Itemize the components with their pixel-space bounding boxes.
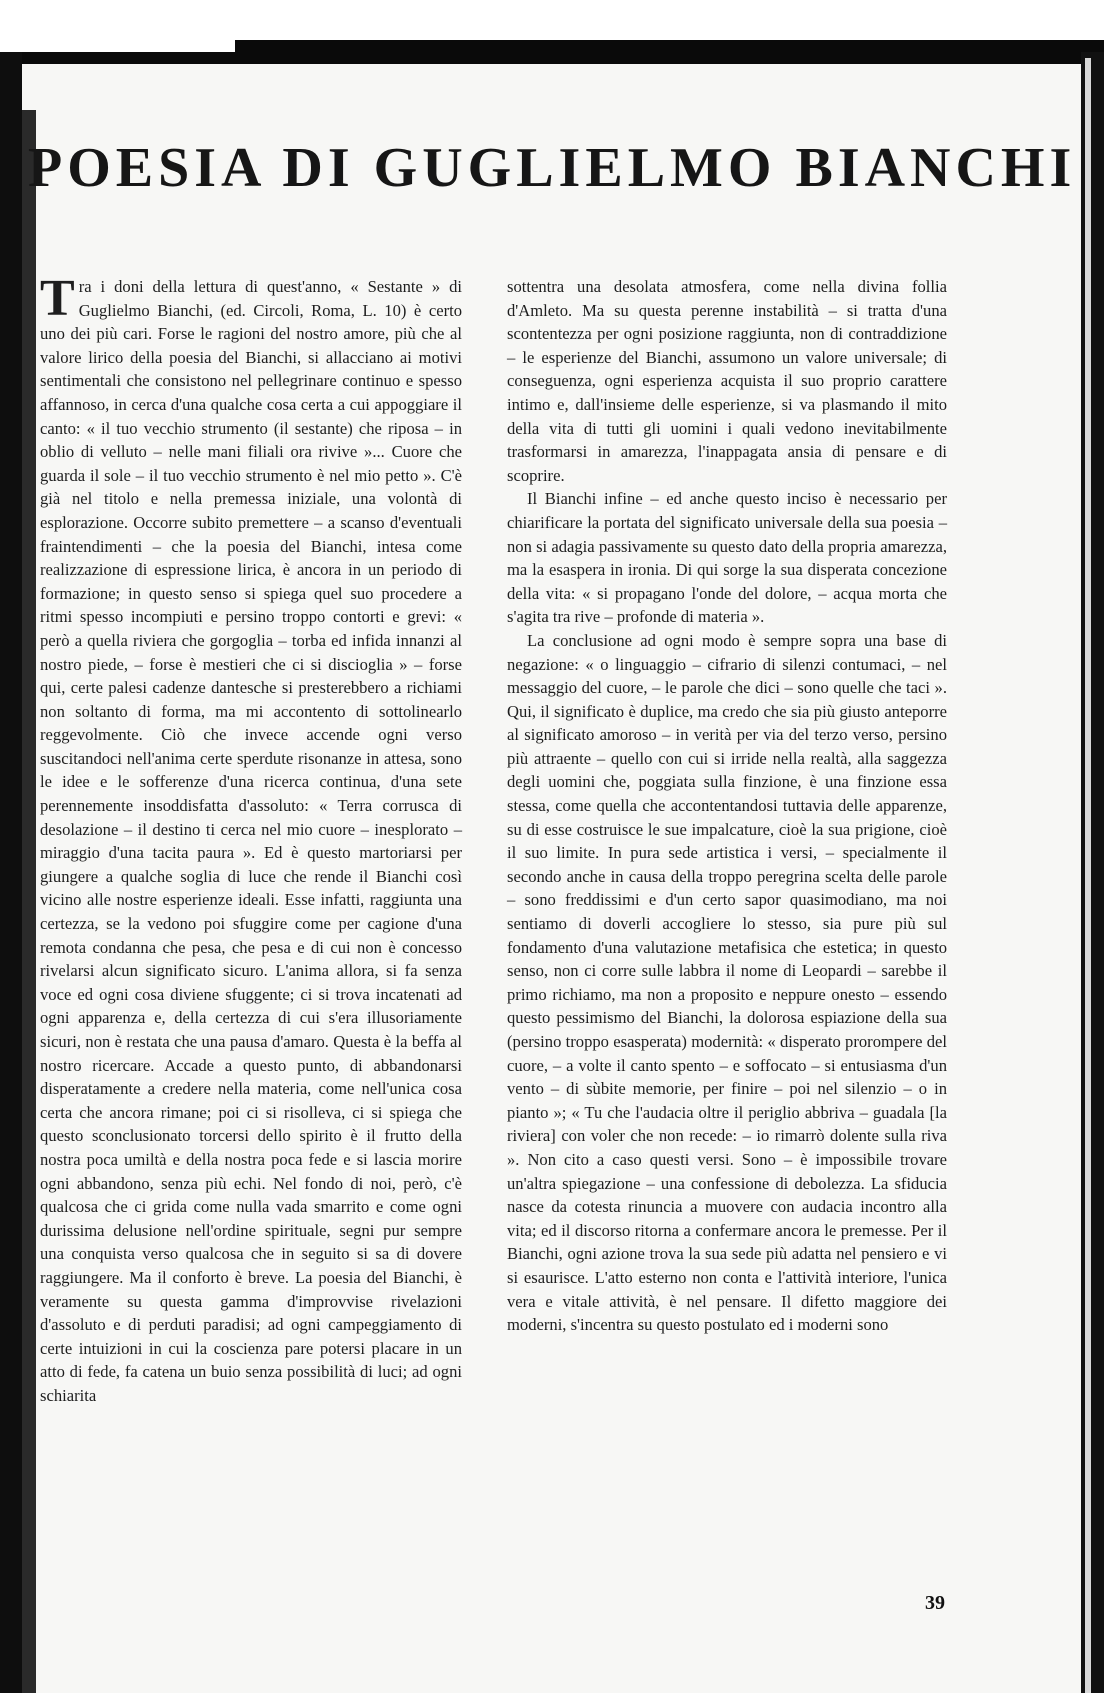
left-column: [40, 270, 462, 1408]
scan-page-edge-right: [1085, 58, 1091, 1693]
right-paragraph-3: La conclusione ad ogni modo è sempre sopra una base di negazione: « o linguaggio – cifrario di silenzi contumaci, – nel messaggio del cuore, – le parole che dici – sono quelle che taci ». Qui, il significato è duplice, ma credo che sia più giusto anteporre al significato amoroso – in verità per via del terzo verso, persino più attraente – quello con cui si irride nella realtà, alla saggezza degli uomini che, poggiata sulla finzione, è una finzione essa stessa, come quella che accontentandosi tuttavia delle apparenze, su di esse costruisce le sue impalcature, cioè la sua prigione, cioè il suo limite. In pura sede artistica i versi, – specialmente il secondo anche in causa della troppo peregrina scelta delle parole – sono freddissimi e d'un certo sapor quasimodiano, ma noi sentiamo di doverli accogliere lo stesso, sia pure più sul fondamento d'una valutazione metafisica che estetica; in questo senso, non ci corre sulle labbra il nome di Leopardi – sarebbe il primo richiamo, ma non a proposito e neppure onesto – essendo questo pessimismo del Bianchi, la dolorosa espiazione della sua (persino troppo esasperata) modernità: « disperato prorompere del cuore, – a volte il canto spento – e soffocato – si entusiasma d'un vento – di sùbite memorie, per finire – poi nel silenzio – o in pianto »; « Tu che l'audacia oltre il periglio abbriva – guadala [la riviera] con voler che non recede: – io rimarrò dolente sulla riva ». Non cito a caso questi versi. Sono – è impossibile trovare un'altra spiegazione – una confessione di debolezza. La sfiducia nasce da cotesta rinuncia a muovere con audacia incontro alla vita; ed il discorso ritorna a confermare ancora le premesse. Per il Bianchi, ogni azione trova la sua sede più adatta nel pensiero e vi si esaurisce. L'atto esterno non conta e l'attività interiore, l'unica vera e vitale attività, è nel pensare. Il difetto maggiore dei moderni, s'incentra su questo postulato ed i moderni sono: [507, 630, 947, 1335]
right-paragraph-2: Il Bianchi infine – ed anche questo inciso è necessario per chiarificare la portata del significato universale della sua poesia – non si adagia passivamente su questo dato della propria amarezza, ma la esaspera in ironia. Di qui sorge la sua disperata concezione della vita: « si propagano l'onde del dolore, – acqua morta che s'agita tra rive – profonde di materia ».: [507, 489, 947, 627]
drop-cap: T: [40, 270, 75, 327]
scan-shadow-left: [22, 110, 36, 1693]
left-paragraph-1-text: ra i doni della lettura di quest'anno, « Sestante » di Guglielmo Bianchi, (ed. Circoli, Roma, L. 10) è certo uno dei più cari. Forse le ragioni del nostro amore, più che al valore lirico della poesia del Bianchi, si allacciano ai motivi sentimentali che consistono nel pellegrinare continuo e spesso affannoso, in cerca d'una qualche cosa certa a cui appoggiare il canto: « il tuo vecchio strumento (il sestante) che riposa – in oblio di velluto – nelle mani filiali ora rivive »... Cuore che guarda il sole – il tuo vecchio strumento è nel mio petto ». C'è già nel titolo e nella premessa iniziale, una volontà di esplorazione. Occorre subito premettere – a scanso d'eventuali fraintendimenti – che la poesia del Bianchi, intesa come realizzazione di espressione lirica, è ancora in un periodo di formazione; in questo senso si spiega quel suo procedere a ritmi spesso incompiuti e persino troppo contorti e grevi: « però a quella riviera che gorgoglia – torba ed infida innanzi al nostro piede, – forse è mestieri che ci si discioglia » – forse qui, certe palesi cadenze dantesche si presterebbero a richiami non soltanto di forma, ma mi accontento di sottolinearlo reggevolmente. Ciò che invece accende ogni verso suscitandoci nell'anima certe sperdute risonanze in attesa, sono le idee e le sofferenze d'una ricerca continua, d'una sete perennemente insoddisfatta d'assoluto: « Terra corrusca di desolazione – il destino ti cerca nel mio cuore – inesplorato – miraggio d'una tacita paura ». Ed è questo martoriarsi per giungere a qualche soglia di luce che rende il Bianchi così vicino alle nostre esperienze ideali. Esse infatti, raggiunta una certezza, se la vedono poi sfuggire come per cagione d'una remota condanna che pesa, che pesa e di cui non è concesso rivelarsi alcun significato sicuro. L'anima allora, si fa senza voce ed ogni cosa diviene sfuggente; ci si trova incatenati ad ogni apparenza e, della certezza di cui s'era illusoriamente sicuri, non è restata che una pausa d'amaro. Questa è la beffa al nostro ricercare. Accade a questo punto, di abbandonarsi disperatamente a credere nella materia, come nell'unica cosa certa che ancora rimane; poi ci si risolleva, ci si spiega che questo sconclusionato torcersi dello spirito è il frutto della nostra poca umiltà e della nostra poca fede e si lascia morire ogni abbandono, senza più echi. Nel fondo di noi, però, c'è qualcosa che ci grida come nulla vada smarrito e come ogni durissima delusione nell'ordine spirituale, segni pur sempre una conquista verso qualcosa che in seguito si sa di dovere raggiungere. Ma il conforto è breve. La poesia del Bianchi, è veramente su questa gamma d'improvvise rivelazioni d'assoluto e di perduti paradisi; ad ogni campeggiamento di certe intuizioni in cui la coscienza pare potersi placare in un atto di fede, fa catena un buio senza possibilità di luci; ad ogni schiarita: [40, 277, 462, 1405]
article-title: POESIA DI GUGLIELMO BIANCHI: [28, 137, 1077, 199]
right-column: [507, 275, 947, 1337]
scan-border-left: [0, 52, 22, 1693]
page-number: 39: [925, 1592, 945, 1614]
left-paragraph-1: [40, 270, 462, 1408]
right-paragraph-1: sottentra una desolata atmosfera, come nella divina follia d'Amleto. Ma su questa perenne instabilità – si tratta d'una scontentezza per ogni posizione raggiunta, non di contraddizione – le esperienze del Bianchi, assumono un valore universale; di conseguenza, ogni esperienza acquista il suo proprio carattere intimo e, dall'insieme delle esperienze, si va plasmando il mito della vita di tutti gli uomini i quali vedono inevitabilmente trasformarsi in amarezza, l'inappagata ansia di pensare e di scoprire.: [507, 277, 947, 485]
